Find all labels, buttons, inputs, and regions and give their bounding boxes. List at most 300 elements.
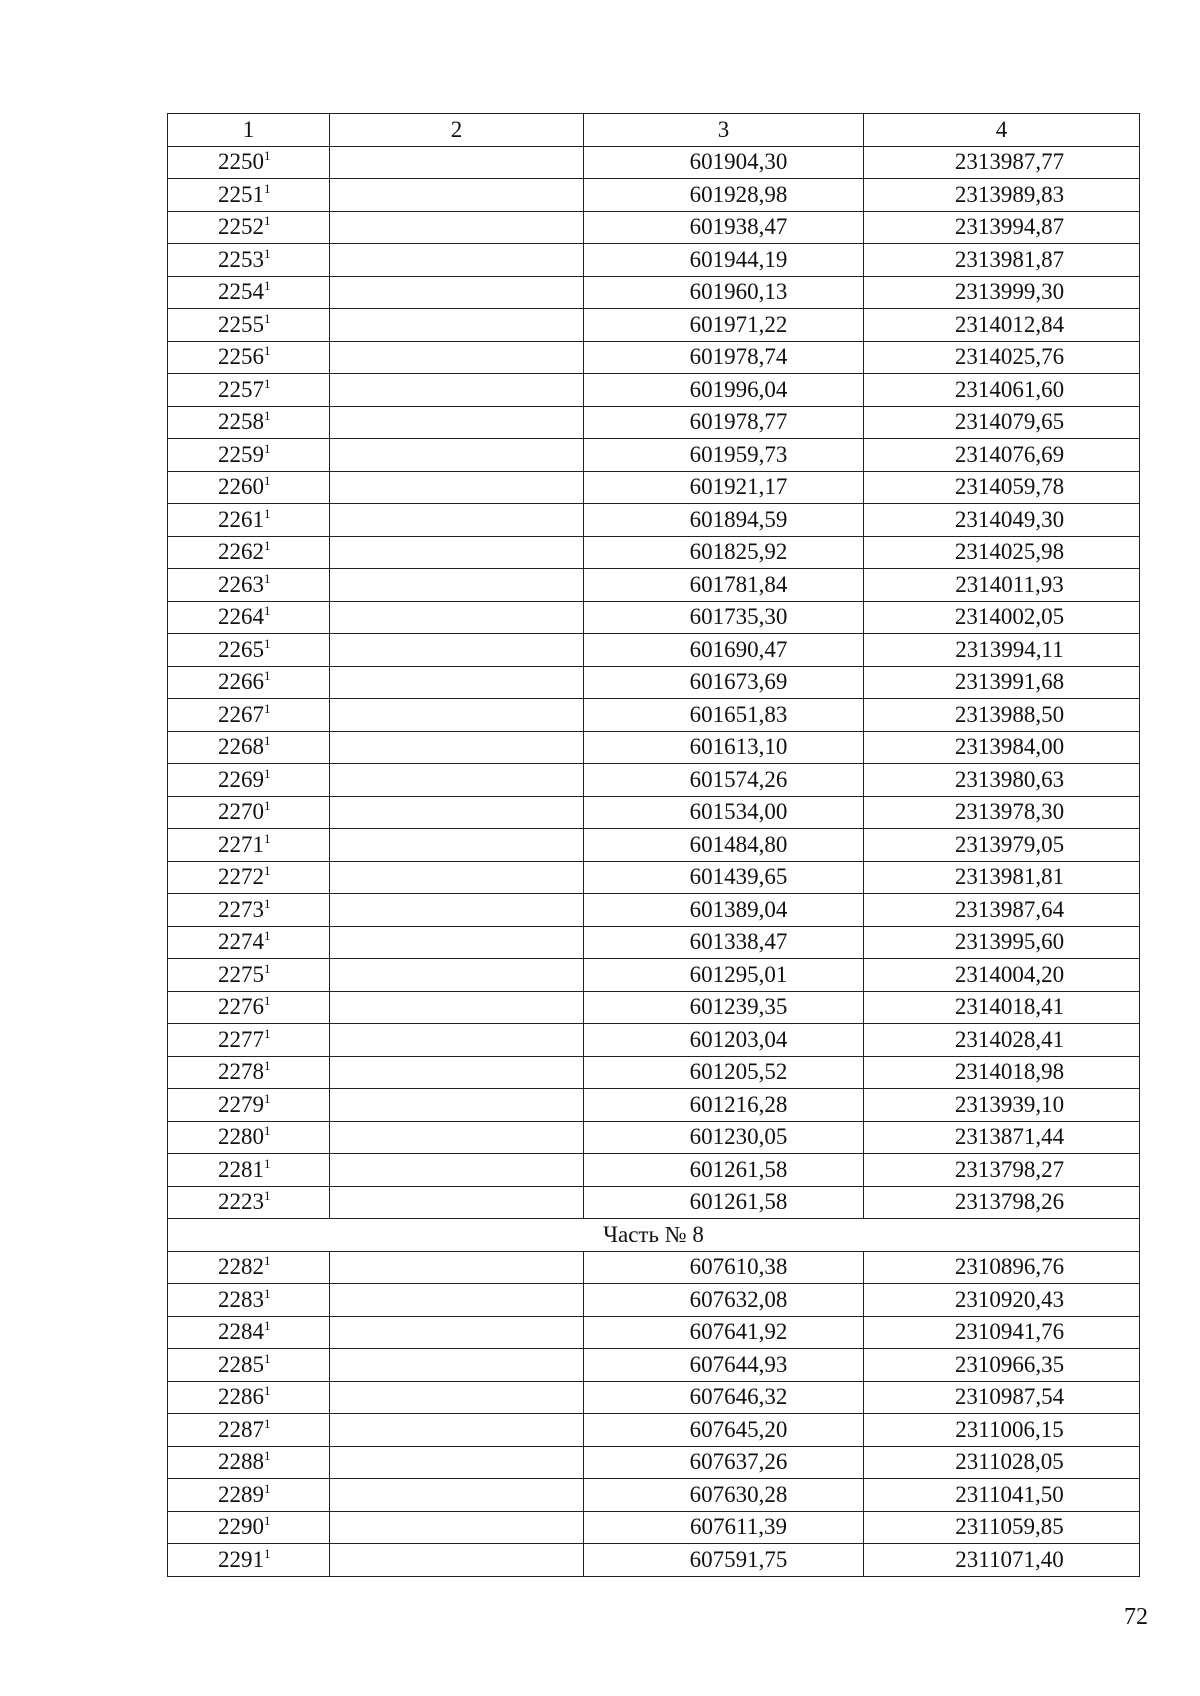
column-2-cell [330, 1154, 584, 1187]
point-number: 2260 [218, 474, 264, 500]
point-number-superscript: 1 [264, 668, 271, 684]
column-2-cell [330, 1479, 584, 1512]
point-number-superscript: 1 [264, 1480, 271, 1496]
y-coordinate-cell: 2313994,87 [864, 211, 1140, 244]
point-number: 2257 [218, 376, 264, 402]
x-coordinate-cell: 601261,58 [584, 1186, 864, 1219]
coordinates-table-body [168, 114, 1140, 1577]
point-number-cell [168, 796, 330, 829]
y-coordinate-cell: 2313987,77 [864, 146, 1140, 179]
column-2-cell [330, 926, 584, 959]
x-coordinate-cell: 601673,69 [584, 666, 864, 699]
point-number: 2250 [218, 149, 264, 175]
point-number-cell [168, 504, 330, 537]
y-coordinate-cell: 2313798,26 [864, 1186, 1140, 1219]
point-number-cell [168, 309, 330, 342]
point-number-superscript: 1 [264, 180, 271, 196]
table-row [168, 861, 1140, 894]
point-number: 2280 [218, 1124, 264, 1150]
table-row [168, 504, 1140, 537]
point-number-cell [168, 211, 330, 244]
column-2-cell [330, 1121, 584, 1154]
x-coordinate-cell: 601295,01 [584, 959, 864, 992]
point-number-superscript: 1 [264, 245, 271, 261]
table-row [168, 1511, 1140, 1544]
point-number: 2258 [218, 409, 264, 435]
table-row [168, 1316, 1140, 1349]
x-coordinate-cell: 607632,08 [584, 1284, 864, 1317]
point-number-superscript: 1 [264, 960, 271, 976]
column-2-cell [330, 731, 584, 764]
x-coordinate-cell: 601938,47 [584, 211, 864, 244]
point-number: 2254 [218, 279, 264, 305]
point-number-cell [168, 341, 330, 374]
point-number-cell [168, 1251, 330, 1284]
point-number-cell [168, 1414, 330, 1447]
point-number: 2282 [218, 1254, 264, 1280]
y-coordinate-cell: 2313978,30 [864, 796, 1140, 829]
table-row [168, 439, 1140, 472]
y-coordinate-cell: 2313988,50 [864, 699, 1140, 732]
column-2-cell [330, 406, 584, 439]
table-row [168, 1446, 1140, 1479]
point-number: 2270 [218, 799, 264, 825]
point-number: 2279 [218, 1091, 264, 1117]
point-number: 2274 [218, 929, 264, 955]
y-coordinate-cell: 2310987,54 [864, 1381, 1140, 1414]
point-number: 2291 [218, 1546, 264, 1572]
x-coordinate-cell: 601960,13 [584, 276, 864, 309]
column-2-cell [330, 1349, 584, 1382]
table-row [168, 634, 1140, 667]
column-2-cell [330, 244, 584, 277]
point-number-superscript: 1 [264, 1090, 271, 1106]
point-number-cell [168, 276, 330, 309]
x-coordinate-cell: 601928,98 [584, 179, 864, 212]
column-2-cell [330, 276, 584, 309]
point-number-superscript: 1 [264, 538, 271, 554]
column-2-cell [330, 179, 584, 212]
column-2-cell [330, 959, 584, 992]
column-2-cell [330, 1251, 584, 1284]
point-number-cell [168, 699, 330, 732]
table-row [168, 244, 1140, 277]
point-number: 2256 [218, 344, 264, 370]
point-number: 2263 [218, 571, 264, 597]
y-coordinate-cell: 2314079,65 [864, 406, 1140, 439]
column-header-3: 3 [584, 114, 864, 147]
point-number-superscript: 1 [264, 993, 271, 1009]
x-coordinate-cell: 601971,22 [584, 309, 864, 342]
x-coordinate-cell: 601735,30 [584, 601, 864, 634]
point-number-cell [168, 1511, 330, 1544]
x-coordinate-cell: 601574,26 [584, 764, 864, 797]
point-number-cell [168, 439, 330, 472]
y-coordinate-cell: 2314025,98 [864, 536, 1140, 569]
column-2-cell [330, 991, 584, 1024]
table-row [168, 829, 1140, 862]
point-number-superscript: 1 [264, 798, 271, 814]
point-number-superscript: 1 [264, 1123, 271, 1139]
y-coordinate-cell: 2313871,44 [864, 1121, 1140, 1154]
y-coordinate-cell: 2314018,41 [864, 991, 1140, 1024]
y-coordinate-cell: 2313991,68 [864, 666, 1140, 699]
point-number-superscript: 1 [264, 928, 271, 944]
point-number: 2264 [218, 604, 264, 630]
column-2-cell [330, 699, 584, 732]
point-number-superscript: 1 [264, 1383, 271, 1399]
y-coordinate-cell: 2313987,64 [864, 894, 1140, 927]
y-coordinate-cell: 2314076,69 [864, 439, 1140, 472]
point-number-superscript: 1 [264, 1545, 271, 1561]
table-row [168, 1056, 1140, 1089]
x-coordinate-cell: 601484,80 [584, 829, 864, 862]
x-coordinate-cell: 607641,92 [584, 1316, 864, 1349]
point-number-cell [168, 1186, 330, 1219]
page-number: 72 [1124, 1604, 1148, 1630]
y-coordinate-cell: 2314049,30 [864, 504, 1140, 537]
table-row [168, 211, 1140, 244]
y-coordinate-cell: 2310896,76 [864, 1251, 1140, 1284]
x-coordinate-cell: 601904,30 [584, 146, 864, 179]
y-coordinate-cell: 2311041,50 [864, 1479, 1140, 1512]
point-number-superscript: 1 [264, 148, 271, 164]
table-row [168, 1154, 1140, 1187]
x-coordinate-cell: 607630,28 [584, 1479, 864, 1512]
point-number-superscript: 1 [264, 278, 271, 294]
y-coordinate-cell: 2313980,63 [864, 764, 1140, 797]
point-number-cell [168, 146, 330, 179]
point-number-cell [168, 374, 330, 407]
y-coordinate-cell: 2313981,87 [864, 244, 1140, 277]
point-number: 2281 [218, 1156, 264, 1182]
point-number-cell [168, 569, 330, 602]
point-number-cell [168, 764, 330, 797]
point-number-cell [168, 1154, 330, 1187]
point-number: 2273 [218, 896, 264, 922]
table-row [168, 309, 1140, 342]
point-number-cell [168, 634, 330, 667]
table-row [168, 1251, 1140, 1284]
y-coordinate-cell: 2311006,15 [864, 1414, 1140, 1447]
point-number: 2278 [218, 1059, 264, 1085]
column-header-4: 4 [864, 114, 1140, 147]
x-coordinate-cell: 601439,65 [584, 861, 864, 894]
point-number-superscript: 1 [264, 830, 271, 846]
point-number-superscript: 1 [264, 343, 271, 359]
point-number-cell [168, 179, 330, 212]
y-coordinate-cell: 2310920,43 [864, 1284, 1140, 1317]
x-coordinate-cell: 601690,47 [584, 634, 864, 667]
y-coordinate-cell: 2314011,93 [864, 569, 1140, 602]
point-number-cell [168, 731, 330, 764]
column-2-cell [330, 764, 584, 797]
point-number-cell [168, 861, 330, 894]
column-header-1: 1 [168, 114, 330, 147]
point-number-cell [168, 1024, 330, 1057]
x-coordinate-cell: 601781,84 [584, 569, 864, 602]
x-coordinate-cell: 607645,20 [584, 1414, 864, 1447]
y-coordinate-cell: 2314028,41 [864, 1024, 1140, 1057]
x-coordinate-cell: 601261,58 [584, 1154, 864, 1187]
x-coordinate-cell: 601230,05 [584, 1121, 864, 1154]
point-number-superscript: 1 [264, 635, 271, 651]
point-number-cell [168, 959, 330, 992]
column-2-cell [330, 1544, 584, 1577]
table-row [168, 1544, 1140, 1577]
column-2-cell [330, 829, 584, 862]
column-2-cell [330, 634, 584, 667]
x-coordinate-cell: 601978,74 [584, 341, 864, 374]
x-coordinate-cell: 607644,93 [584, 1349, 864, 1382]
point-number-superscript: 1 [264, 700, 271, 716]
point-number-superscript: 1 [264, 1513, 271, 1529]
point-number: 2262 [218, 539, 264, 565]
table-row [168, 1121, 1140, 1154]
coordinates-table [167, 113, 1140, 1577]
point-number-cell [168, 1381, 330, 1414]
point-number-cell [168, 1349, 330, 1382]
point-number: 2268 [218, 734, 264, 760]
x-coordinate-cell: 601239,35 [584, 991, 864, 1024]
point-number-cell [168, 666, 330, 699]
column-2-cell [330, 861, 584, 894]
y-coordinate-cell: 2314025,76 [864, 341, 1140, 374]
column-2-cell [330, 1089, 584, 1122]
point-number: 2261 [218, 506, 264, 532]
point-number-superscript: 1 [264, 733, 271, 749]
y-coordinate-cell: 2311059,85 [864, 1511, 1140, 1544]
y-coordinate-cell: 2313984,00 [864, 731, 1140, 764]
column-2-cell [330, 1381, 584, 1414]
x-coordinate-cell: 601203,04 [584, 1024, 864, 1057]
column-2-cell [330, 309, 584, 342]
point-number: 2277 [218, 1026, 264, 1052]
x-coordinate-cell: 601205,52 [584, 1056, 864, 1089]
x-coordinate-cell: 607591,75 [584, 1544, 864, 1577]
column-2-cell [330, 374, 584, 407]
point-number-cell [168, 406, 330, 439]
column-2-cell [330, 1414, 584, 1447]
table-row [168, 601, 1140, 634]
y-coordinate-cell: 2310941,76 [864, 1316, 1140, 1349]
table-row [168, 894, 1140, 927]
x-coordinate-cell: 601944,19 [584, 244, 864, 277]
column-2-cell [330, 471, 584, 504]
point-number: 2269 [218, 766, 264, 792]
table-row [168, 536, 1140, 569]
table-header-row [168, 114, 1140, 147]
point-number-superscript: 1 [264, 310, 271, 326]
y-coordinate-cell: 2313981,81 [864, 861, 1140, 894]
column-2-cell [330, 1511, 584, 1544]
point-number-cell [168, 1479, 330, 1512]
point-number-superscript: 1 [264, 1025, 271, 1041]
point-number: 2259 [218, 441, 264, 467]
x-coordinate-cell: 607611,39 [584, 1511, 864, 1544]
y-coordinate-cell: 2313995,60 [864, 926, 1140, 959]
section-title: Часть № 8 [168, 1219, 1140, 1252]
y-coordinate-cell: 2313939,10 [864, 1089, 1140, 1122]
column-2-cell [330, 666, 584, 699]
x-coordinate-cell: 601389,04 [584, 894, 864, 927]
column-2-cell [330, 1186, 584, 1219]
y-coordinate-cell: 2311071,40 [864, 1544, 1140, 1577]
point-number: 2251 [218, 181, 264, 207]
point-number: 2255 [218, 311, 264, 337]
point-number: 2223 [218, 1189, 264, 1215]
point-number-superscript: 1 [264, 1350, 271, 1366]
column-2-cell [330, 1024, 584, 1057]
table-row [168, 1024, 1140, 1057]
point-number-superscript: 1 [264, 895, 271, 911]
point-number-superscript: 1 [264, 1253, 271, 1269]
y-coordinate-cell: 2313999,30 [864, 276, 1140, 309]
table-row [168, 666, 1140, 699]
table-row [168, 341, 1140, 374]
table-row [168, 1284, 1140, 1317]
table-row [168, 1186, 1140, 1219]
point-number-cell [168, 471, 330, 504]
point-number-cell [168, 1284, 330, 1317]
table-row [168, 569, 1140, 602]
table-row [168, 179, 1140, 212]
point-number: 2275 [218, 961, 264, 987]
column-2-cell [330, 341, 584, 374]
point-number-superscript: 1 [264, 863, 271, 879]
y-coordinate-cell: 2313989,83 [864, 179, 1140, 212]
point-number-superscript: 1 [264, 505, 271, 521]
y-coordinate-cell: 2314061,60 [864, 374, 1140, 407]
point-number-superscript: 1 [264, 1285, 271, 1301]
x-coordinate-cell: 601651,83 [584, 699, 864, 732]
point-number-cell [168, 829, 330, 862]
table-row [168, 146, 1140, 179]
point-number-cell [168, 894, 330, 927]
y-coordinate-cell: 2310966,35 [864, 1349, 1140, 1382]
point-number: 2265 [218, 636, 264, 662]
point-number-superscript: 1 [264, 473, 271, 489]
x-coordinate-cell: 601534,00 [584, 796, 864, 829]
point-number-superscript: 1 [264, 1415, 271, 1431]
y-coordinate-cell: 2314059,78 [864, 471, 1140, 504]
column-2-cell [330, 796, 584, 829]
point-number-superscript: 1 [264, 1318, 271, 1334]
x-coordinate-cell: 601613,10 [584, 731, 864, 764]
point-number: 2290 [218, 1514, 264, 1540]
y-coordinate-cell: 2313979,05 [864, 829, 1140, 862]
x-coordinate-cell: 601996,04 [584, 374, 864, 407]
table-row [168, 731, 1140, 764]
point-number: 2286 [218, 1384, 264, 1410]
point-number: 2272 [218, 864, 264, 890]
point-number-superscript: 1 [264, 1058, 271, 1074]
table-row [168, 699, 1140, 732]
x-coordinate-cell: 607646,32 [584, 1381, 864, 1414]
y-coordinate-cell: 2313798,27 [864, 1154, 1140, 1187]
point-number: 2252 [218, 214, 264, 240]
point-number-cell [168, 1089, 330, 1122]
point-number: 2288 [218, 1449, 264, 1475]
point-number-superscript: 1 [264, 1448, 271, 1464]
point-number-superscript: 1 [264, 603, 271, 619]
table-row [168, 991, 1140, 1024]
column-2-cell [330, 569, 584, 602]
point-number-cell [168, 926, 330, 959]
column-2-cell [330, 439, 584, 472]
point-number-cell [168, 1544, 330, 1577]
table-row [168, 764, 1140, 797]
column-2-cell [330, 211, 584, 244]
table-row [168, 1089, 1140, 1122]
section-title-row [168, 1219, 1140, 1252]
x-coordinate-cell: 601825,92 [584, 536, 864, 569]
point-number-cell [168, 991, 330, 1024]
point-number-superscript: 1 [264, 765, 271, 781]
x-coordinate-cell: 601894,59 [584, 504, 864, 537]
table-row [168, 959, 1140, 992]
x-coordinate-cell: 601959,73 [584, 439, 864, 472]
point-number: 2266 [218, 669, 264, 695]
y-coordinate-cell: 2314004,20 [864, 959, 1140, 992]
point-number: 2285 [218, 1351, 264, 1377]
table-row [168, 1381, 1140, 1414]
x-coordinate-cell: 601921,17 [584, 471, 864, 504]
column-header-2: 2 [330, 114, 584, 147]
table-row [168, 406, 1140, 439]
point-number-cell [168, 1446, 330, 1479]
point-number-superscript: 1 [264, 408, 271, 424]
y-coordinate-cell: 2314018,98 [864, 1056, 1140, 1089]
point-number-cell [168, 244, 330, 277]
x-coordinate-cell: 607610,38 [584, 1251, 864, 1284]
point-number: 2287 [218, 1416, 264, 1442]
point-number: 2289 [218, 1481, 264, 1507]
column-2-cell [330, 1446, 584, 1479]
point-number-cell [168, 601, 330, 634]
point-number: 2283 [218, 1286, 264, 1312]
point-number-cell [168, 1056, 330, 1089]
column-2-cell [330, 1284, 584, 1317]
point-number-superscript: 1 [264, 1188, 271, 1204]
point-number: 2276 [218, 994, 264, 1020]
y-coordinate-cell: 2314002,05 [864, 601, 1140, 634]
point-number: 2267 [218, 701, 264, 727]
y-coordinate-cell: 2311028,05 [864, 1446, 1140, 1479]
table-row [168, 1479, 1140, 1512]
table-row [168, 471, 1140, 504]
point-number-cell [168, 1316, 330, 1349]
x-coordinate-cell: 601978,77 [584, 406, 864, 439]
column-2-cell [330, 536, 584, 569]
point-number: 2253 [218, 246, 264, 272]
table-row [168, 1414, 1140, 1447]
column-2-cell [330, 1056, 584, 1089]
column-2-cell [330, 1316, 584, 1349]
point-number-cell [168, 1121, 330, 1154]
column-2-cell [330, 894, 584, 927]
point-number: 2271 [218, 831, 264, 857]
y-coordinate-cell: 2314012,84 [864, 309, 1140, 342]
table-row [168, 796, 1140, 829]
x-coordinate-cell: 607637,26 [584, 1446, 864, 1479]
point-number-superscript: 1 [264, 1155, 271, 1171]
point-number: 2284 [218, 1319, 264, 1345]
point-number-superscript: 1 [264, 570, 271, 586]
column-2-cell [330, 146, 584, 179]
table-row [168, 926, 1140, 959]
point-number-superscript: 1 [264, 375, 271, 391]
